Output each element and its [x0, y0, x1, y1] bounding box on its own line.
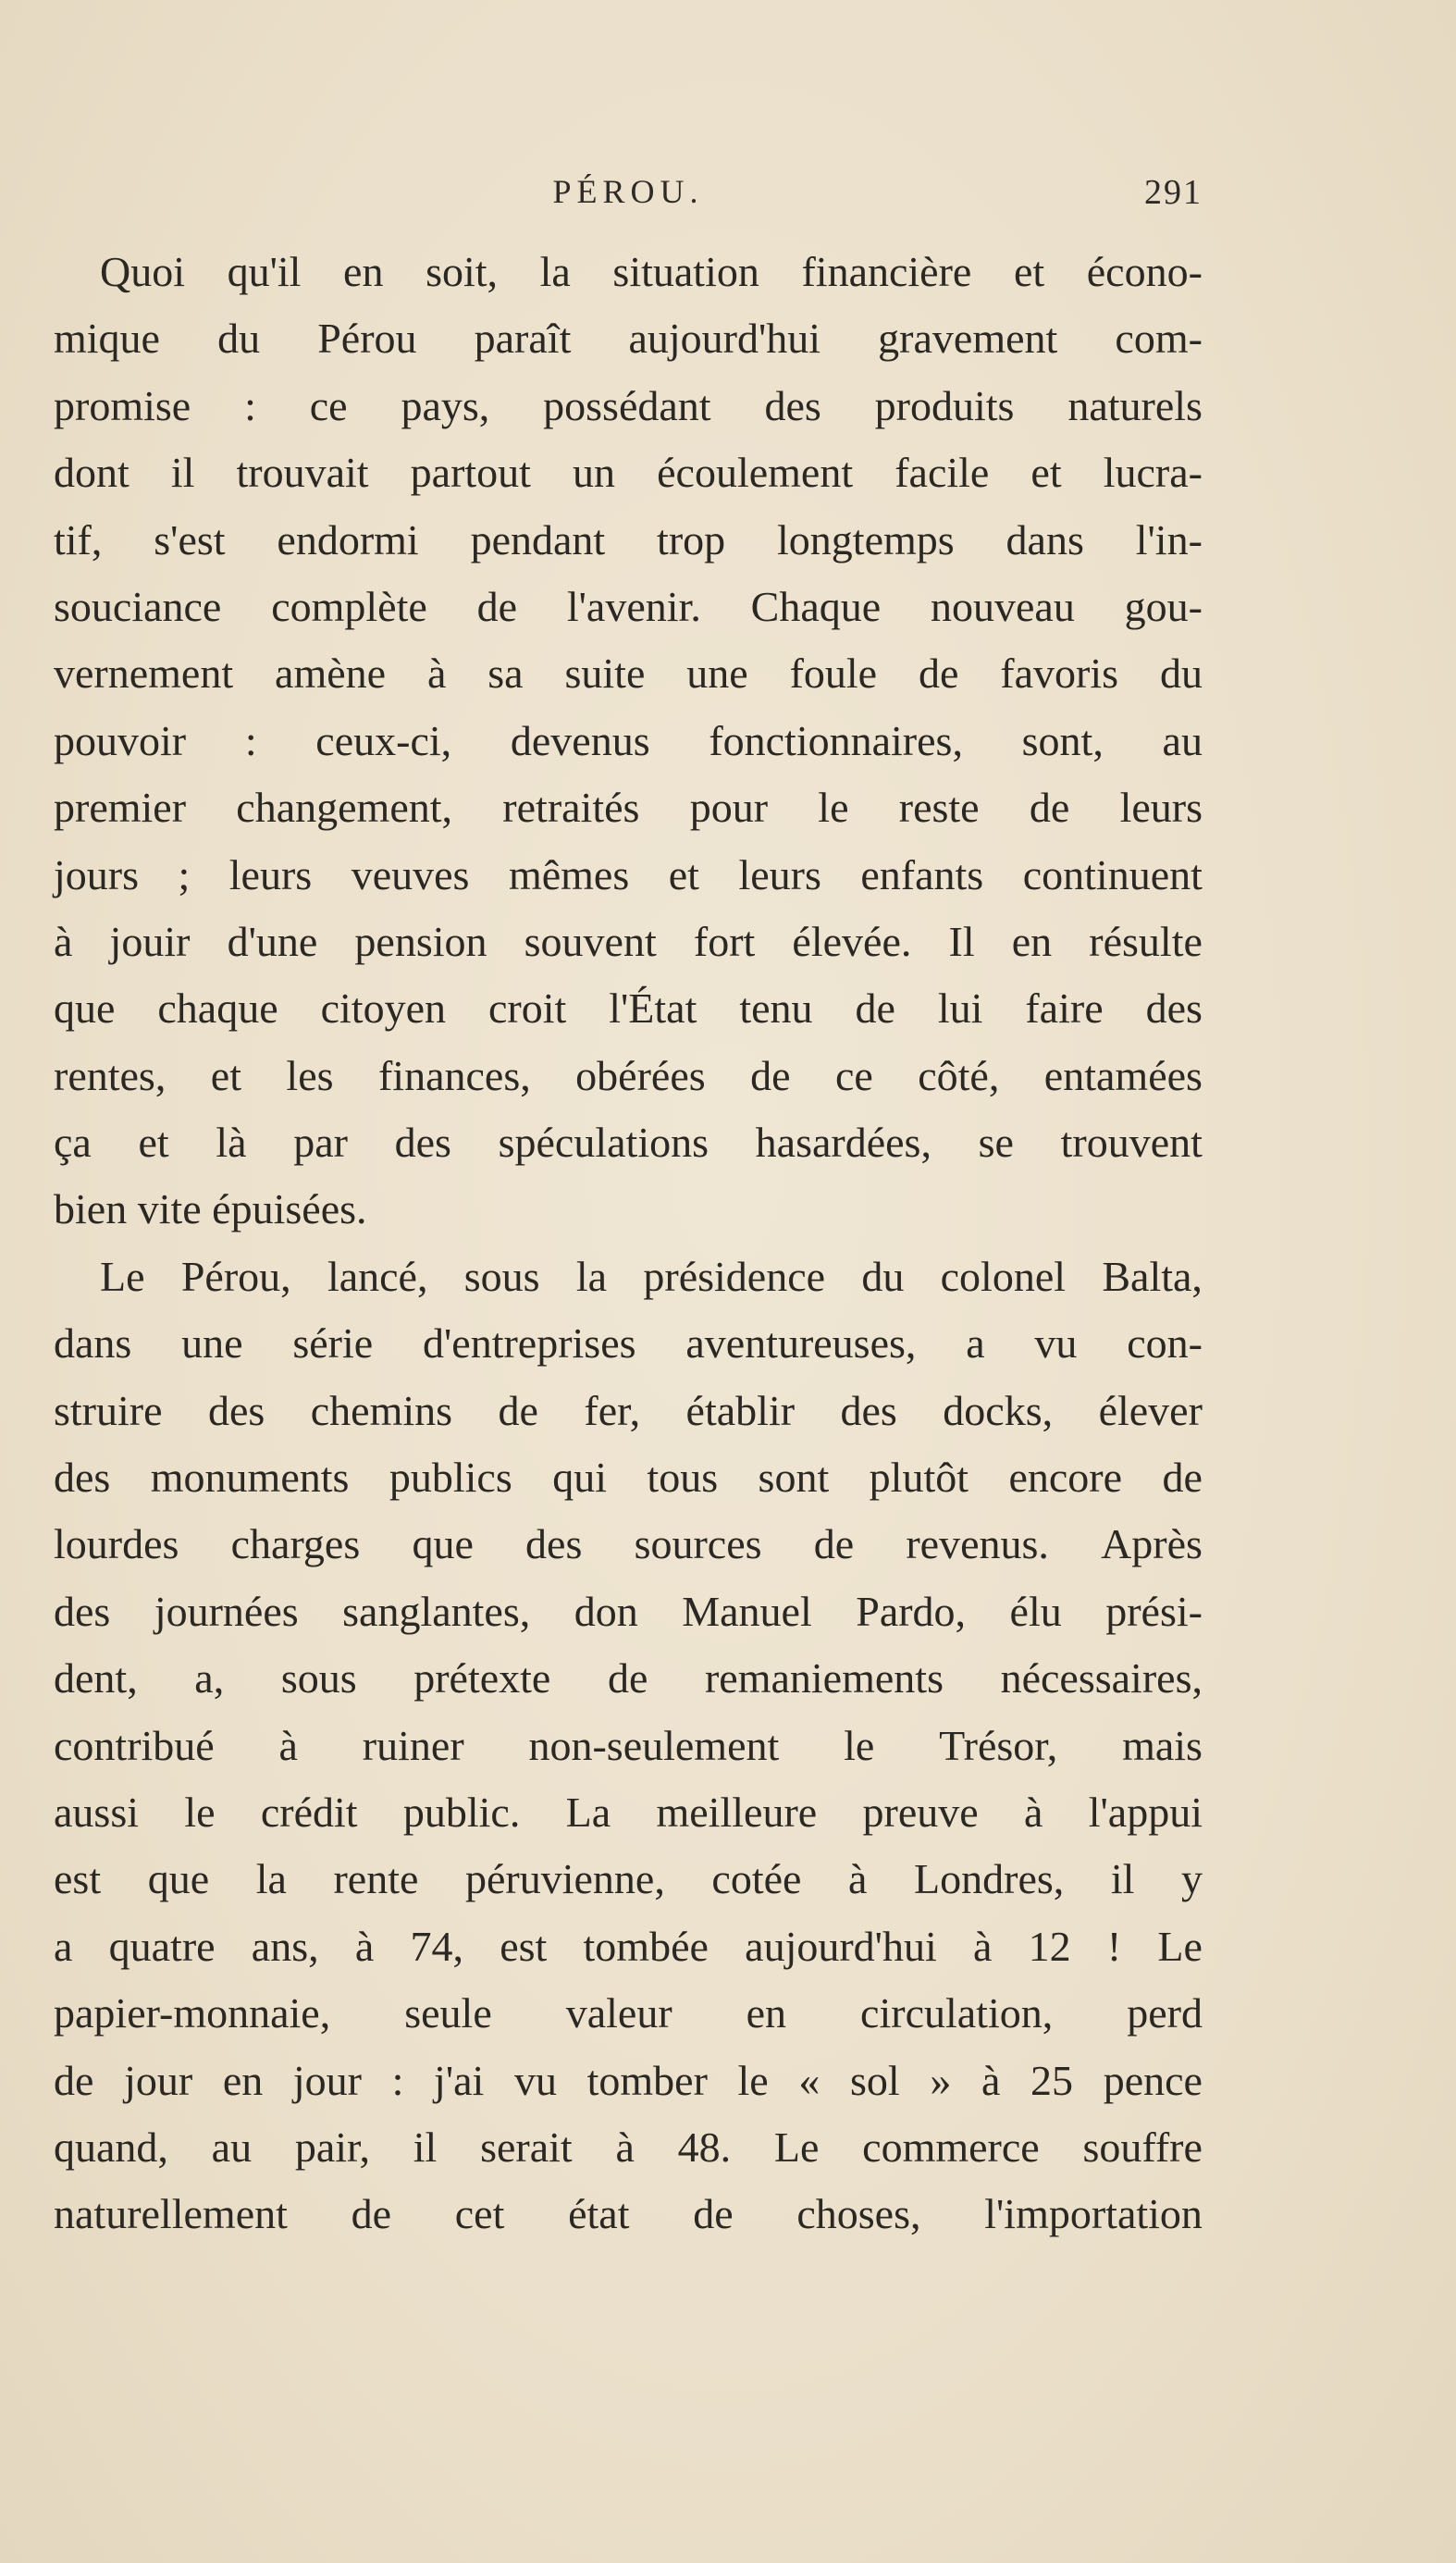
text-line: premier changement, retraités pour le reste de leurs [54, 784, 1203, 832]
text-line: que chaque citoyen croit l'État tenu de lui faire des [54, 984, 1203, 1033]
text-line: est que la rente péruvienne, cotée à Londres, il y [54, 1855, 1203, 1903]
running-title: PÉROU. [552, 173, 704, 210]
text-line: naturellement de cet état de choses, l'importation [54, 2190, 1203, 2238]
text-line: vernement amène à sa suite une foule de favoris du [54, 650, 1203, 698]
text-line: dent, a, sous prétexte de remaniements nécessaires, [54, 1654, 1203, 1702]
text-line: Quoi qu'il en soit, la situation financière et écono- [100, 248, 1203, 295]
text-line: à jouir d'une pension souvent fort élevée. Il en résulte [54, 917, 1203, 965]
text-line: promise : ce pays, possédant des produits naturels [54, 381, 1203, 429]
body-text [54, 239, 1203, 2248]
text-line: struire des chemins de fer, établir des docks, élever [54, 1386, 1203, 1434]
text-line: Le Pérou, lancé, sous la présidence du colonel Balta, [100, 1252, 1203, 1300]
text-line: lourdes charges que des sources de revenus. Après [54, 1520, 1203, 1568]
text-line: tif, s'est endormi pendant trop longtemps dans l'in- [54, 515, 1203, 563]
text-line: bien vite épuisées. [54, 1185, 367, 1233]
page-number: 291 [1144, 173, 1203, 212]
text-line: a quatre ans, à 74, est tombée aujourd'hui à 12 ! Le [54, 1922, 1203, 1970]
text-line: papier-monnaie, seule valeur en circulation, perd [54, 1989, 1203, 2037]
text-line: aussi le crédit public. La meilleure preuve à l'appui [54, 1788, 1203, 1836]
page-header [54, 172, 1203, 218]
text-line: dont il trouvait partout un écoulement facile et lucra- [54, 449, 1203, 497]
text-line: des journées sanglantes, don Manuel Pardo, élu prési- [54, 1587, 1203, 1635]
text-line: mique du Pérou paraît aujourd'hui gravement com- [54, 315, 1203, 363]
text-line: dans une série d'entreprises aventureuses, a vu con- [54, 1319, 1203, 1368]
text-line: quand, au pair, il serait à 48. Le commerce souffre [54, 2123, 1203, 2171]
text-line: de jour en jour : j'ai vu tomber le « sol » à 25 pence [54, 2056, 1203, 2104]
text-line: souciance complète de l'avenir. Chaque nouveau gou- [54, 582, 1203, 630]
text-line: des monuments publics qui tous sont plutôt encore de [54, 1454, 1203, 1502]
text-line: pouvoir : ceux-ci, devenus fonctionnaires, sont, au [54, 716, 1203, 764]
text-line: jours ; leurs veuves mêmes et leurs enfants continuent [54, 850, 1203, 898]
text-line: ça et là par des spéculations hasardées, se trouvent [54, 1119, 1203, 1167]
text-line: rentes, et les finances, obérées de ce côté, entamées [54, 1051, 1203, 1099]
text-line: contribué à ruiner non-seulement le Trésor, mais [54, 1721, 1203, 1769]
